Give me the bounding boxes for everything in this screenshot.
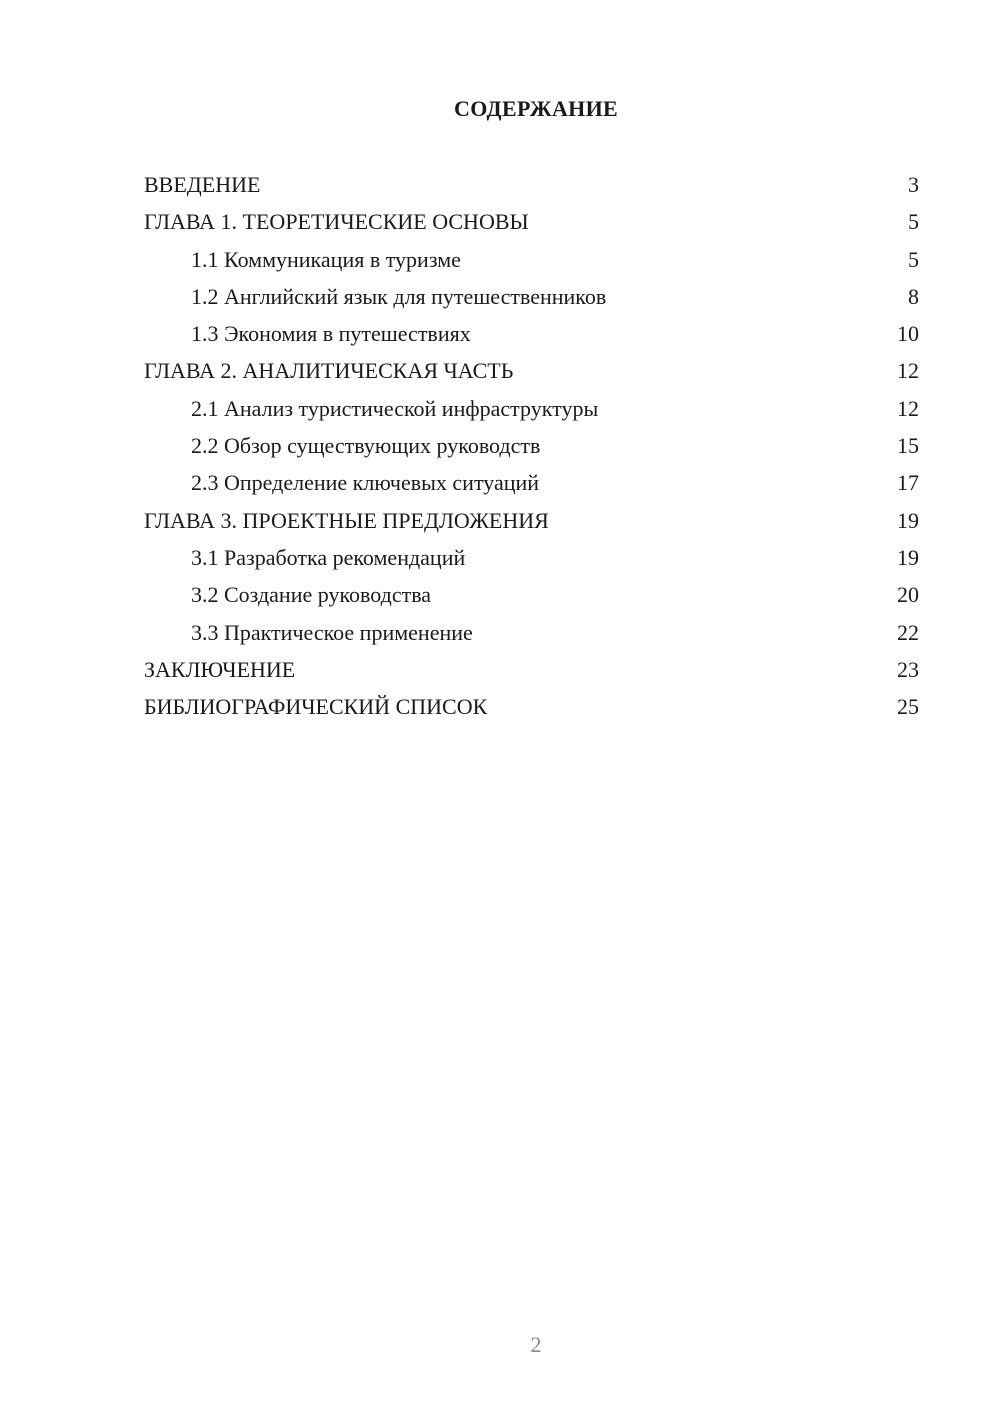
toc-entry-page: 15 — [897, 433, 919, 459]
toc-entry-page: 8 — [908, 283, 919, 309]
toc-entry-section-1-1[interactable] — [144, 241, 919, 278]
toc-entry-section-1-2[interactable] — [144, 278, 919, 315]
toc-entry-page: 17 — [897, 470, 919, 496]
toc-entry-chapter-3[interactable] — [144, 502, 919, 539]
toc-entry-label: ГЛАВА 3. ПРОЕКТНЫЕ ПРЕДЛОЖЕНИЯ — [144, 507, 549, 533]
toc-entry-page: 25 — [897, 694, 919, 720]
toc-entry-label: 1.2 Английский язык для путешественников — [191, 283, 607, 309]
toc-entry-page: 20 — [897, 582, 919, 608]
toc-entry-section-2-2[interactable] — [144, 427, 919, 464]
toc-entry-chapter-1[interactable] — [144, 203, 919, 240]
toc-entry-page: 19 — [897, 544, 919, 570]
toc-entry-bibliography[interactable] — [144, 688, 919, 725]
toc-entry-page: 3 — [908, 172, 919, 197]
table-of-contents — [144, 166, 919, 725]
toc-entry-section-2-1[interactable] — [144, 390, 919, 427]
toc-entry-label: 1.3 Экономия в путешествиях — [191, 321, 471, 347]
toc-entry-page: 12 — [897, 358, 919, 384]
toc-entry-label: 2.3 Определение ключевых ситуаций — [191, 470, 540, 496]
toc-entry-conclusion[interactable] — [144, 651, 919, 688]
page-title: СОДЕРЖАНИЕ — [454, 96, 618, 121]
toc-entry-label: ГЛАВА 1. ТЕОРЕТИЧЕСКИЕ ОСНОВЫ — [144, 209, 529, 235]
toc-entry-page: 10 — [897, 321, 919, 347]
toc-entry-section-3-1[interactable] — [144, 539, 919, 576]
toc-entry-section-1-3[interactable] — [144, 315, 919, 352]
toc-entry-introduction[interactable] — [144, 166, 919, 203]
toc-entry-label: 3.2 Создание руководства — [191, 582, 432, 608]
toc-entry-chapter-2[interactable] — [144, 352, 919, 389]
toc-entry-label: 2.1 Анализ туристической инфраструктуры — [191, 395, 599, 421]
toc-entry-label: ГЛАВА 2. АНАЛИТИЧЕСКАЯ ЧАСТЬ — [144, 358, 514, 384]
toc-entry-label: 3.3 Практическое применение — [191, 619, 473, 645]
toc-entry-label: 1.1 Коммуникация в туризме — [191, 246, 461, 272]
toc-entry-page: 12 — [897, 395, 919, 421]
toc-entry-page: 22 — [897, 619, 919, 645]
toc-entry-section-3-2[interactable] — [144, 576, 919, 613]
page-number: 2 — [530, 1332, 542, 1357]
toc-entry-label: 2.2 Обзор существующих руководств — [191, 433, 541, 459]
toc-entry-section-3-3[interactable] — [144, 614, 919, 651]
toc-entry-label: 3.1 Разработка рекомендаций — [191, 544, 466, 570]
toc-entry-page: 5 — [908, 246, 919, 272]
toc-entry-label: ВВЕДЕНИЕ — [144, 172, 261, 197]
toc-entry-label: ЗАКЛЮЧЕНИЕ — [144, 656, 296, 682]
toc-entry-page: 5 — [908, 209, 919, 235]
toc-entry-label: БИБЛИОГРАФИЧЕСКИЙ СПИСОК — [144, 694, 488, 720]
toc-entry-section-2-3[interactable] — [144, 464, 919, 501]
toc-entry-page: 23 — [897, 656, 919, 682]
toc-entry-page: 19 — [897, 507, 919, 533]
